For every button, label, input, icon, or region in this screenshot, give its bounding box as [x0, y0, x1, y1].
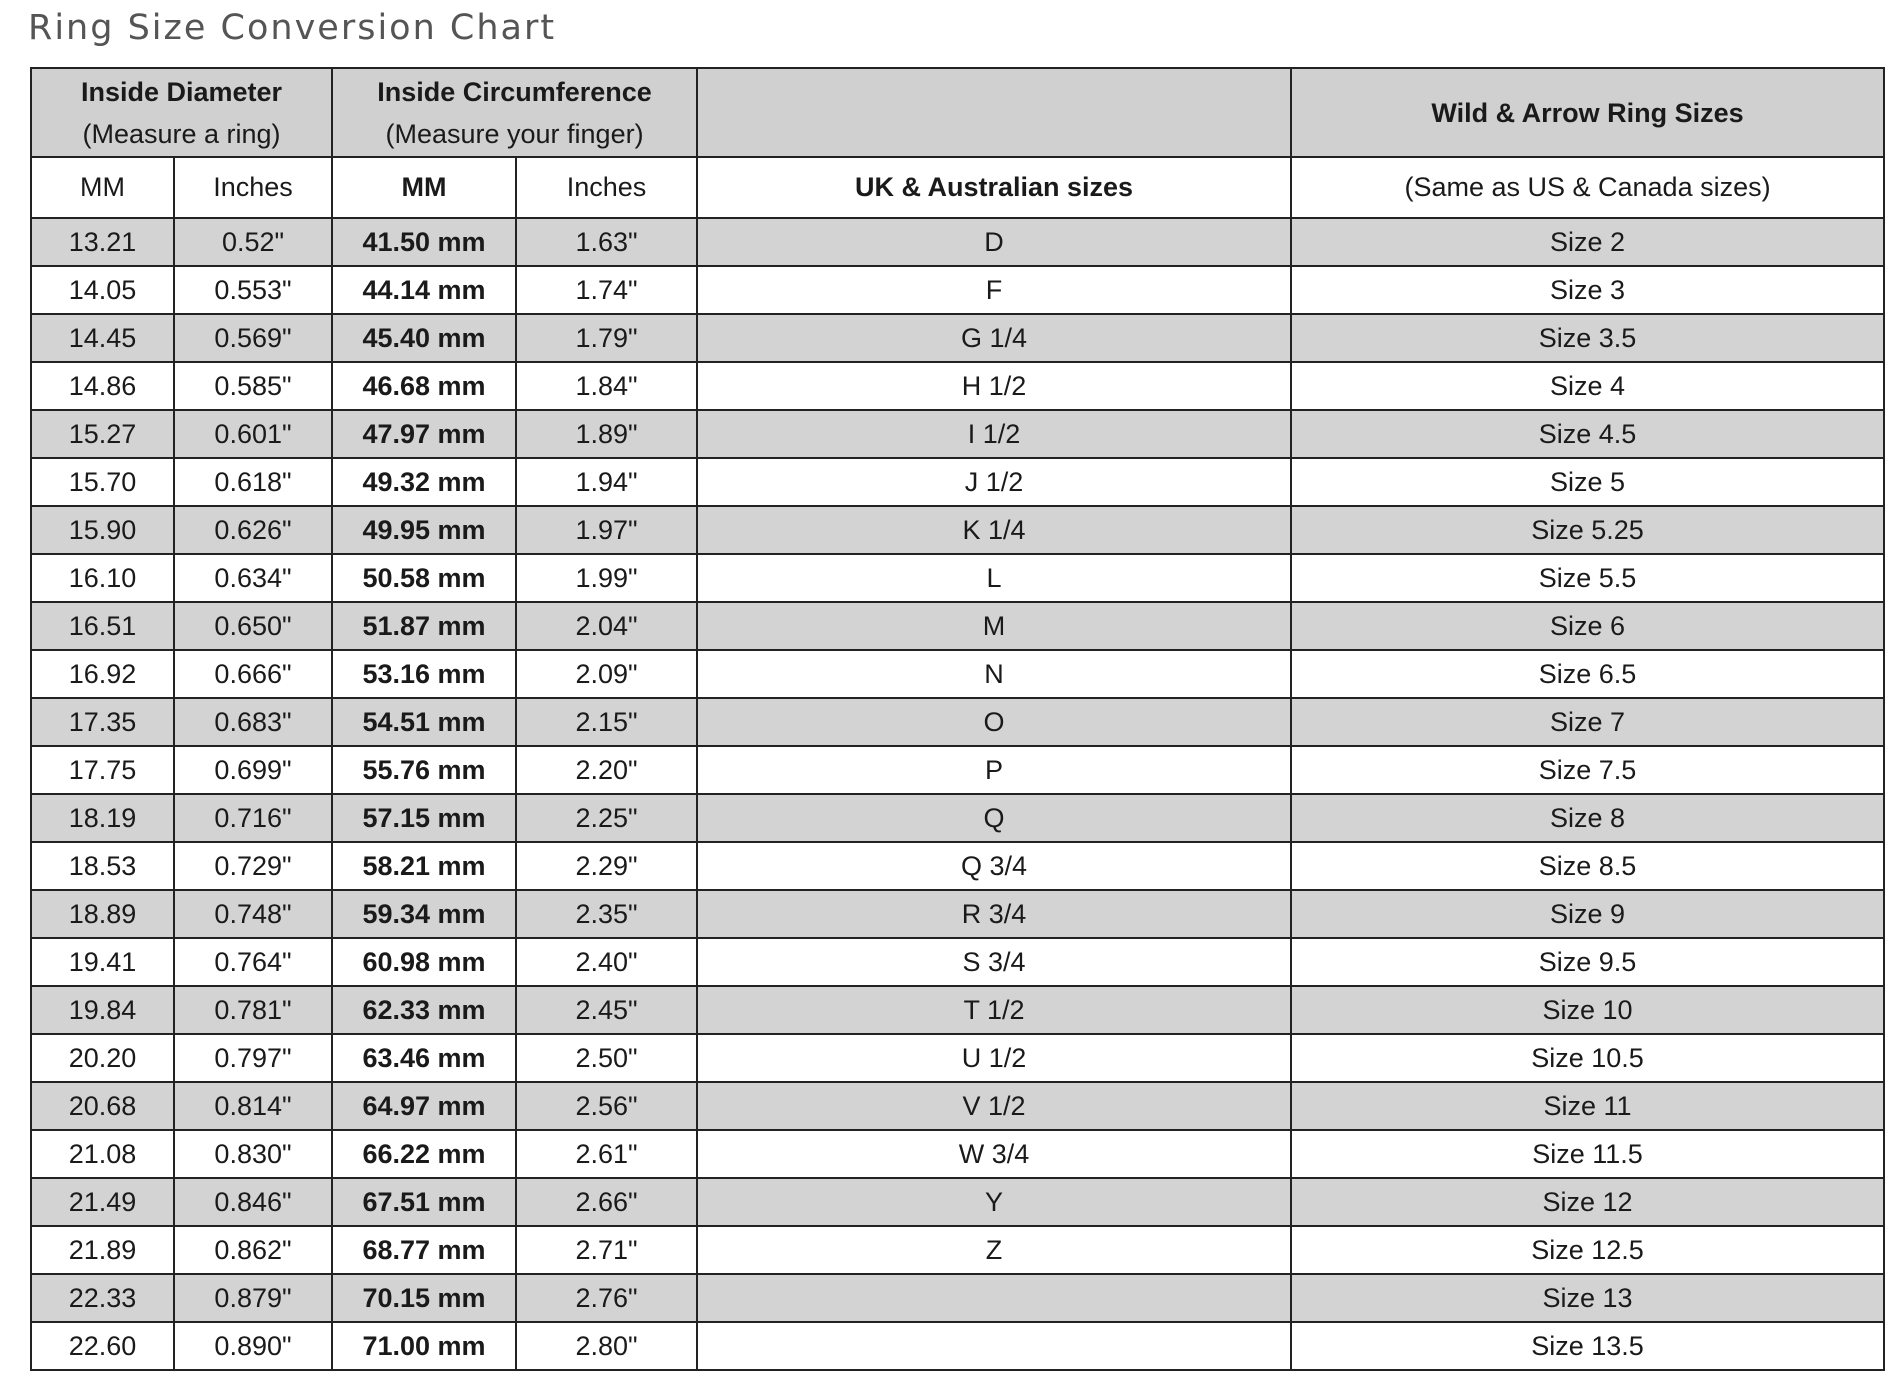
uk-au-size-cell: [697, 1322, 1291, 1370]
diameter-inches-cell: 0.666": [174, 650, 332, 698]
uk-au-size-cell: N: [697, 650, 1291, 698]
table-row: [31, 314, 1884, 362]
wild-arrow-size-cell: Size 6.5: [1291, 650, 1884, 698]
uk-au-size-cell: W 3/4: [697, 1130, 1291, 1178]
uk-au-size-cell: P: [697, 746, 1291, 794]
table-row: [31, 794, 1884, 842]
uk-au-size-cell: [697, 1274, 1291, 1322]
table-body: [31, 218, 1884, 1370]
diameter-mm-cell: 21.89: [31, 1226, 174, 1274]
circumference-inches-cell: 2.20": [516, 746, 697, 794]
circumference-inches-cell: 2.71": [516, 1226, 697, 1274]
diameter-mm-cell: 18.19: [31, 794, 174, 842]
diameter-inches-cell: 0.748": [174, 890, 332, 938]
uk-au-size-cell: Z: [697, 1226, 1291, 1274]
diameter-inches-cell: 0.618": [174, 458, 332, 506]
diameter-mm-cell: 21.49: [31, 1178, 174, 1226]
diameter-mm-cell: 14.86: [31, 362, 174, 410]
diameter-mm-cell: 15.90: [31, 506, 174, 554]
table-row: [31, 746, 1884, 794]
circumference-inches-cell: 2.50": [516, 1034, 697, 1082]
uk-au-size-cell: T 1/2: [697, 986, 1291, 1034]
table-row: [31, 458, 1884, 506]
table-row: [31, 1322, 1884, 1370]
circumference-inches-cell: 1.94": [516, 458, 697, 506]
table-row: [31, 218, 1884, 266]
column-header-diameter-mm: MM: [31, 157, 174, 218]
diameter-mm-cell: 18.89: [31, 890, 174, 938]
uk-au-size-cell: V 1/2: [697, 1082, 1291, 1130]
wild-arrow-size-cell: Size 10.5: [1291, 1034, 1884, 1082]
diameter-mm-cell: 15.27: [31, 410, 174, 458]
wild-arrow-size-cell: Size 12: [1291, 1178, 1884, 1226]
uk-au-size-cell: L: [697, 554, 1291, 602]
diameter-inches-cell: 0.764": [174, 938, 332, 986]
circumference-inches-cell: 2.04": [516, 602, 697, 650]
diameter-inches-cell: 0.797": [174, 1034, 332, 1082]
wild-arrow-size-cell: Size 13.5: [1291, 1322, 1884, 1370]
circumference-mm-cell: 54.51 mm: [332, 698, 516, 746]
diameter-mm-cell: 15.70: [31, 458, 174, 506]
table-row: [31, 842, 1884, 890]
wild-arrow-size-cell: Size 8.5: [1291, 842, 1884, 890]
wild-arrow-size-cell: Size 7.5: [1291, 746, 1884, 794]
circumference-inches-cell: 2.29": [516, 842, 697, 890]
diameter-inches-cell: 0.634": [174, 554, 332, 602]
diameter-inches-cell: 0.830": [174, 1130, 332, 1178]
wild-arrow-size-cell: Size 7: [1291, 698, 1884, 746]
circumference-mm-cell: 62.33 mm: [332, 986, 516, 1034]
table-row: [31, 506, 1884, 554]
circumference-inches-cell: 2.76": [516, 1274, 697, 1322]
table-row: [31, 650, 1884, 698]
wild-arrow-size-cell: Size 10: [1291, 986, 1884, 1034]
diameter-inches-cell: 0.890": [174, 1322, 332, 1370]
diameter-mm-cell: 20.68: [31, 1082, 174, 1130]
circumference-inches-cell: 1.79": [516, 314, 697, 362]
uk-au-size-cell: I 1/2: [697, 410, 1291, 458]
inside-diameter-header: [31, 68, 332, 157]
wild-arrow-size-cell: Size 6: [1291, 602, 1884, 650]
table-row: [31, 1178, 1884, 1226]
diameter-mm-cell: 21.08: [31, 1130, 174, 1178]
wild-arrow-label: Wild & Arrow Ring Sizes: [1431, 97, 1744, 128]
circumference-mm-cell: 64.97 mm: [332, 1082, 516, 1130]
wild-arrow-size-cell: Size 13: [1291, 1274, 1884, 1322]
diameter-mm-cell: 14.05: [31, 266, 174, 314]
diameter-inches-cell: 0.626": [174, 506, 332, 554]
wild-arrow-size-cell: Size 11: [1291, 1082, 1884, 1130]
circumference-inches-cell: 2.40": [516, 938, 697, 986]
circumference-inches-cell: 2.25": [516, 794, 697, 842]
column-header-row: [31, 157, 1884, 218]
circumference-mm-cell: 46.68 mm: [332, 362, 516, 410]
table-row: [31, 362, 1884, 410]
diameter-inches-cell: 0.814": [174, 1082, 332, 1130]
circumference-mm-cell: 45.40 mm: [332, 314, 516, 362]
circumference-inches-cell: 2.61": [516, 1130, 697, 1178]
diameter-inches-cell: 0.862": [174, 1226, 332, 1274]
diameter-mm-cell: 14.45: [31, 314, 174, 362]
table-row: [31, 986, 1884, 1034]
circumference-mm-cell: 68.77 mm: [332, 1226, 516, 1274]
table-row: [31, 1082, 1884, 1130]
empty-header-cell: [697, 68, 1291, 157]
circumference-inches-cell: 1.63": [516, 218, 697, 266]
table-row: [31, 698, 1884, 746]
diameter-mm-cell: 16.51: [31, 602, 174, 650]
circumference-inches-cell: 2.15": [516, 698, 697, 746]
circumference-inches-cell: 2.45": [516, 986, 697, 1034]
diameter-inches-cell: 0.585": [174, 362, 332, 410]
table-row: [31, 938, 1884, 986]
uk-au-size-cell: K 1/4: [697, 506, 1291, 554]
circumference-mm-cell: 47.97 mm: [332, 410, 516, 458]
circumference-inches-cell: 1.97": [516, 506, 697, 554]
diameter-mm-cell: 17.35: [31, 698, 174, 746]
circumference-inches-cell: 1.89": [516, 410, 697, 458]
circumference-mm-cell: 57.15 mm: [332, 794, 516, 842]
inside-diameter-note: (Measure a ring): [82, 118, 281, 149]
circumference-inches-cell: 2.80": [516, 1322, 697, 1370]
diameter-mm-cell: 20.20: [31, 1034, 174, 1082]
circumference-inches-cell: 1.84": [516, 362, 697, 410]
wild-arrow-size-cell: Size 8: [1291, 794, 1884, 842]
circumference-mm-cell: 55.76 mm: [332, 746, 516, 794]
diameter-inches-cell: 0.569": [174, 314, 332, 362]
circumference-mm-cell: 44.14 mm: [332, 266, 516, 314]
diameter-inches-cell: 0.716": [174, 794, 332, 842]
circumference-mm-cell: 70.15 mm: [332, 1274, 516, 1322]
circumference-inches-cell: 2.35": [516, 890, 697, 938]
diameter-inches-cell: 0.846": [174, 1178, 332, 1226]
circumference-inches-cell: 1.99": [516, 554, 697, 602]
wild-arrow-size-cell: Size 5: [1291, 458, 1884, 506]
circumference-mm-cell: 49.32 mm: [332, 458, 516, 506]
inside-diameter-label: Inside Diameter: [80, 76, 283, 107]
wild-arrow-size-cell: Size 11.5: [1291, 1130, 1884, 1178]
uk-au-size-cell: U 1/2: [697, 1034, 1291, 1082]
diameter-inches-cell: 0.729": [174, 842, 332, 890]
circumference-mm-cell: 41.50 mm: [332, 218, 516, 266]
wild-arrow-size-cell: Size 4.5: [1291, 410, 1884, 458]
wild-arrow-size-cell: Size 3.5: [1291, 314, 1884, 362]
diameter-mm-cell: 16.92: [31, 650, 174, 698]
diameter-inches-cell: 0.553": [174, 266, 332, 314]
uk-au-size-cell: F: [697, 266, 1291, 314]
wild-arrow-size-cell: Size 3: [1291, 266, 1884, 314]
diameter-inches-cell: 0.683": [174, 698, 332, 746]
table-row: [31, 602, 1884, 650]
uk-au-size-cell: S 3/4: [697, 938, 1291, 986]
circumference-mm-cell: 59.34 mm: [332, 890, 516, 938]
circumference-inches-cell: 2.09": [516, 650, 697, 698]
ring-size-table: [30, 67, 1885, 1371]
circumference-mm-cell: 63.46 mm: [332, 1034, 516, 1082]
table-row: [31, 410, 1884, 458]
uk-au-size-cell: Y: [697, 1178, 1291, 1226]
table-row: [31, 554, 1884, 602]
table-row: [31, 890, 1884, 938]
diameter-inches-cell: 0.781": [174, 986, 332, 1034]
uk-au-size-cell: D: [697, 218, 1291, 266]
inside-circumference-label: Inside Circumference: [377, 76, 652, 107]
page-title: Ring Size Conversion Chart: [28, 8, 557, 48]
circumference-mm-cell: 49.95 mm: [332, 506, 516, 554]
table-row: [31, 1130, 1884, 1178]
diameter-inches-cell: 0.601": [174, 410, 332, 458]
circumference-mm-cell: 60.98 mm: [332, 938, 516, 986]
wild-arrow-size-cell: Size 4: [1291, 362, 1884, 410]
uk-au-size-cell: J 1/2: [697, 458, 1291, 506]
diameter-inches-cell: 0.650": [174, 602, 332, 650]
wild-arrow-size-cell: Size 5.5: [1291, 554, 1884, 602]
uk-au-size-cell: Q: [697, 794, 1291, 842]
column-header-circumference-inches: Inches: [516, 157, 697, 218]
column-header-circumference-mm: MM: [332, 157, 516, 218]
diameter-mm-cell: 22.60: [31, 1322, 174, 1370]
diameter-inches-cell: 0.52": [174, 218, 332, 266]
column-header-us-note: (Same as US & Canada sizes): [1291, 157, 1884, 218]
uk-au-size-cell: G 1/4: [697, 314, 1291, 362]
inside-circumference-header: [332, 68, 697, 157]
column-header-uk-au: UK & Australian sizes: [697, 157, 1291, 218]
diameter-mm-cell: 19.41: [31, 938, 174, 986]
inside-circumference-note: (Measure your finger): [385, 118, 644, 149]
table-row: [31, 1034, 1884, 1082]
table-row: [31, 266, 1884, 314]
circumference-mm-cell: 58.21 mm: [332, 842, 516, 890]
uk-au-size-cell: R 3/4: [697, 890, 1291, 938]
wild-arrow-header: [1291, 68, 1884, 157]
diameter-inches-cell: 0.879": [174, 1274, 332, 1322]
circumference-inches-cell: 2.66": [516, 1178, 697, 1226]
wild-arrow-size-cell: Size 9.5: [1291, 938, 1884, 986]
uk-au-size-cell: H 1/2: [697, 362, 1291, 410]
diameter-mm-cell: 16.10: [31, 554, 174, 602]
circumference-mm-cell: 50.58 mm: [332, 554, 516, 602]
diameter-mm-cell: 17.75: [31, 746, 174, 794]
circumference-mm-cell: 71.00 mm: [332, 1322, 516, 1370]
wild-arrow-size-cell: Size 12.5: [1291, 1226, 1884, 1274]
column-header-diameter-inches: Inches: [174, 157, 332, 218]
table-row: [31, 1274, 1884, 1322]
wild-arrow-size-cell: Size 5.25: [1291, 506, 1884, 554]
uk-au-size-cell: Q 3/4: [697, 842, 1291, 890]
circumference-mm-cell: 51.87 mm: [332, 602, 516, 650]
wild-arrow-size-cell: Size 9: [1291, 890, 1884, 938]
table-row: [31, 1226, 1884, 1274]
diameter-mm-cell: 18.53: [31, 842, 174, 890]
uk-au-size-cell: O: [697, 698, 1291, 746]
circumference-inches-cell: 2.56": [516, 1082, 697, 1130]
group-header-row: [31, 68, 1884, 157]
diameter-mm-cell: 19.84: [31, 986, 174, 1034]
diameter-inches-cell: 0.699": [174, 746, 332, 794]
wild-arrow-size-cell: Size 2: [1291, 218, 1884, 266]
diameter-mm-cell: 22.33: [31, 1274, 174, 1322]
uk-au-size-cell: M: [697, 602, 1291, 650]
diameter-mm-cell: 13.21: [31, 218, 174, 266]
circumference-inches-cell: 1.74": [516, 266, 697, 314]
circumference-mm-cell: 67.51 mm: [332, 1178, 516, 1226]
circumference-mm-cell: 66.22 mm: [332, 1130, 516, 1178]
circumference-mm-cell: 53.16 mm: [332, 650, 516, 698]
